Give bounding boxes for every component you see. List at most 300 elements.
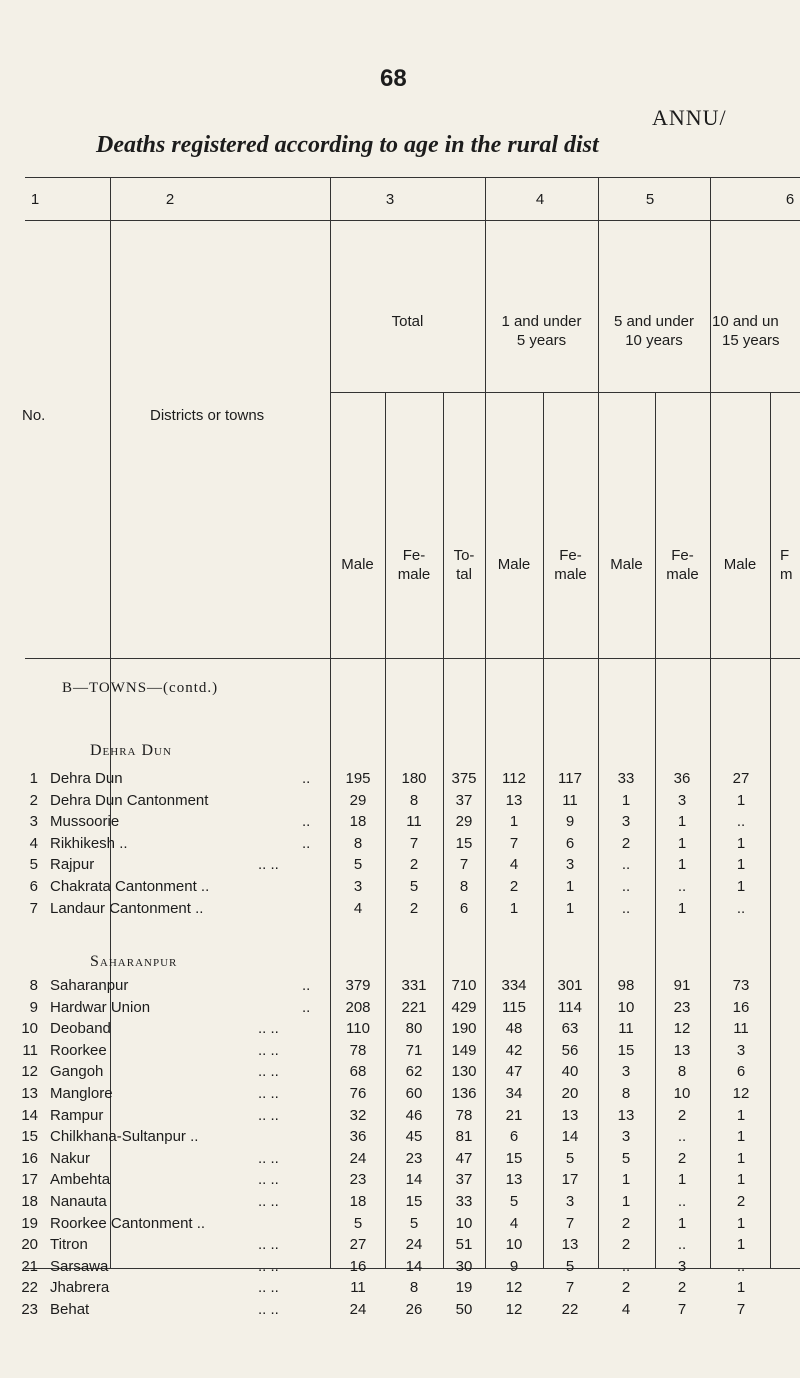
cell-m: 24 — [349, 1149, 367, 1167]
cell-g3m: 1 — [736, 834, 746, 852]
row-number: 11 — [22, 1041, 38, 1059]
cell-m: 24 — [349, 1301, 367, 1318]
cell-f: 2 — [409, 899, 419, 917]
cell-g2m: 5 — [621, 1149, 631, 1167]
cell-g2m: 2 — [621, 1236, 631, 1254]
cell-f: 60 — [405, 1085, 423, 1102]
table-row — [0, 977, 800, 998]
cell-g1m: 4 — [509, 856, 519, 874]
cell-g1m: 48 — [505, 1020, 523, 1038]
cell-g2m: 33 — [617, 770, 635, 787]
cell-g1m: 15 — [505, 1149, 523, 1167]
cell-g1m: 47 — [505, 1063, 523, 1081]
group-1-5-header-line1: 1 and under — [501, 313, 582, 330]
cell-g1m: 6 — [509, 1128, 519, 1146]
row-number: 22 — [21, 1279, 38, 1297]
cell-f: 5 — [409, 1214, 419, 1232]
cell-g1f: 14 — [561, 1128, 579, 1146]
cell-g3m: 16 — [732, 998, 750, 1016]
cell-g3m: 2 — [736, 1193, 746, 1210]
cell-m: 76 — [349, 1085, 367, 1102]
cell-g2m: 10 — [617, 998, 635, 1016]
group-5-10-header-line2: 10 years — [625, 332, 683, 349]
row-name: Hardwar Union — [50, 998, 151, 1016]
cell-m: 110 — [346, 1020, 370, 1038]
cell-g2m: 8 — [621, 1085, 631, 1102]
cell-t: 6 — [459, 899, 469, 917]
cell-g3m: 7 — [736, 1301, 746, 1318]
group-10-15-header-line2: 15 years — [722, 332, 780, 349]
table-top-rule — [25, 177, 800, 178]
cell-g1f: 1 — [565, 878, 575, 895]
cell-g2f: 13 — [673, 1041, 691, 1059]
cell-g3m: 1 — [736, 856, 746, 874]
cell-g1f: 3 — [565, 856, 575, 874]
cell-g2f: 3 — [677, 791, 687, 809]
row-number: 2 — [29, 791, 38, 809]
row-name: Nanauta — [50, 1193, 107, 1210]
cell-f: 8 — [409, 791, 419, 809]
row-name: Saharanpur — [50, 977, 129, 994]
row-name: Roorkee — [50, 1041, 107, 1059]
row-leader-dots: .. .. — [258, 1020, 279, 1038]
cell-g1m: 7 — [509, 834, 519, 852]
cell-t: 33 — [455, 1193, 473, 1210]
cell-t: 149 — [451, 1041, 477, 1059]
table-row — [0, 1171, 800, 1192]
table-row — [0, 1258, 800, 1279]
row-name: Sarsawa — [50, 1257, 109, 1275]
cell-g2f: 23 — [673, 998, 691, 1016]
cell-m: 3 — [353, 878, 363, 895]
cell-g2f: 2 — [677, 1106, 687, 1124]
row-leader-dots: .. .. — [258, 1301, 279, 1318]
row-name: Landaur Cantonment .. — [50, 899, 204, 917]
cell-g1f: 20 — [561, 1085, 579, 1102]
cell-g3m: 11 — [733, 1020, 749, 1038]
cell-t: 29 — [455, 813, 473, 831]
cell-f: 14 — [405, 1171, 423, 1189]
row-leader-dots: .. .. — [258, 856, 279, 874]
cell-t: 7 — [459, 856, 469, 874]
cell-g2m: 1 — [621, 1193, 631, 1210]
cell-m: 36 — [349, 1128, 367, 1146]
row-leader-dots: .. .. — [258, 1149, 279, 1167]
cell-t: 19 — [455, 1279, 473, 1297]
row-name: Titron — [50, 1236, 88, 1254]
cell-g3m: 1 — [736, 878, 746, 895]
cell-f: 2 — [409, 856, 419, 874]
cell-f: 5 — [409, 878, 419, 895]
row-name: Ambehta — [50, 1171, 111, 1189]
cell-g1f: 6 — [565, 834, 575, 852]
row-name: Dehra Dun — [50, 770, 123, 787]
cell-m: 23 — [349, 1171, 367, 1189]
cell-g2m: 2 — [621, 834, 631, 852]
cell-g2f: 7 — [677, 1301, 687, 1318]
cell-f: 46 — [405, 1106, 423, 1124]
row-name: Rikhikesh .. — [50, 834, 128, 852]
cell-g3m: 12 — [732, 1085, 750, 1102]
row-leader-dots: .. .. — [258, 1236, 279, 1254]
row-number: 7 — [29, 899, 38, 917]
cell-g3m: 6 — [736, 1063, 746, 1081]
cell-g2m: 3 — [621, 1128, 631, 1146]
total-total-header-2: tal — [456, 566, 472, 583]
cell-f: 8 — [409, 1279, 419, 1297]
cell-g3m: 27 — [732, 770, 750, 787]
g2-male-header: Male — [610, 556, 643, 573]
running-head: ANNU/ — [652, 105, 727, 130]
cell-g2f: 1 — [677, 813, 687, 831]
cell-g2m: .. — [621, 878, 631, 895]
cell-g1m: 9 — [509, 1257, 519, 1275]
group-10-15-header-line1: 10 and un — [712, 313, 779, 330]
cell-f: 71 — [405, 1041, 423, 1059]
district-heading-saharanpur: Saharanpur — [90, 953, 178, 970]
g1-male-header: Male — [497, 556, 531, 573]
cell-g1f: 11 — [562, 791, 578, 809]
col-number-1: 1 — [30, 191, 40, 208]
cell-t: 37 — [455, 791, 473, 809]
cell-g1m: 12 — [505, 1301, 523, 1318]
g2-female-header-1: Fe- — [671, 547, 694, 564]
cell-g2f: 2 — [677, 1149, 687, 1167]
cell-g3m: .. — [736, 899, 746, 917]
row-number: 3 — [29, 813, 38, 831]
cell-g3m: 1 — [736, 1214, 746, 1232]
cell-g1f: 5 — [565, 1257, 575, 1275]
cell-g1m: 112 — [502, 770, 526, 787]
col-number-rule — [25, 220, 800, 221]
row-name: Chilkhana-Sultanpur .. — [50, 1128, 199, 1146]
cell-f: 45 — [405, 1128, 423, 1146]
cell-g2f: 36 — [673, 770, 691, 787]
table-row — [0, 813, 800, 834]
row-number: 8 — [29, 977, 38, 994]
cell-f: 23 — [405, 1149, 423, 1167]
table-row — [0, 1128, 800, 1149]
row-name: Manglore — [50, 1085, 113, 1102]
cell-m: 379 — [345, 977, 371, 994]
cell-g2m: 11 — [618, 1020, 634, 1038]
cell-g2f: 1 — [677, 1171, 687, 1189]
cell-g3m: 1 — [736, 791, 746, 809]
table-row — [0, 792, 800, 813]
cell-t: 37 — [455, 1171, 473, 1189]
row-leader-dots: .. .. — [258, 1041, 279, 1059]
cell-m: 195 — [345, 770, 371, 787]
cell-t: 47 — [455, 1149, 473, 1167]
table-row — [0, 1020, 800, 1041]
row-number: 12 — [21, 1063, 38, 1081]
cell-g1f: 56 — [561, 1041, 579, 1059]
cell-g2m: 4 — [621, 1301, 631, 1318]
table-row — [0, 856, 800, 877]
cell-g1f: 114 — [558, 998, 582, 1016]
group-5-10-header-line1: 5 and under — [613, 313, 695, 330]
cell-g2m: .. — [621, 1257, 631, 1275]
cell-t: 8 — [459, 878, 469, 895]
cell-t: 51 — [455, 1236, 473, 1254]
districts-header: Districts or towns — [150, 407, 265, 424]
total-female-header-2: male — [397, 566, 431, 583]
cell-g1m: 42 — [505, 1041, 523, 1059]
cell-f: 7 — [409, 834, 419, 852]
row-number: 20 — [21, 1236, 38, 1254]
table-row — [0, 1085, 800, 1106]
row-leader-dots: .. — [302, 813, 311, 831]
cell-t: 15 — [455, 834, 473, 852]
cell-g2m: .. — [621, 899, 631, 917]
col-number-3: 3 — [385, 191, 395, 208]
cell-g3m: 1 — [736, 1106, 746, 1124]
cell-g3m: 1 — [736, 1279, 746, 1297]
cell-t: 429 — [451, 998, 477, 1016]
row-leader-dots: .. — [302, 977, 311, 994]
cell-f: 15 — [405, 1193, 423, 1210]
cell-g1m: 21 — [505, 1106, 523, 1124]
cell-g1f: 301 — [557, 977, 583, 994]
cell-g2f: 1 — [677, 1214, 687, 1232]
cell-g1f: 22 — [561, 1301, 579, 1318]
cell-g1m: 4 — [509, 1214, 519, 1232]
cell-g1m: 334 — [501, 977, 527, 994]
cell-m: 78 — [349, 1041, 367, 1059]
table-row — [0, 1215, 800, 1236]
cell-g1m: 10 — [505, 1236, 523, 1254]
section-label: B—TOWNS—(contd.) — [62, 680, 219, 696]
row-name: Chakrata Cantonment .. — [50, 878, 210, 895]
row-number: 13 — [21, 1085, 38, 1102]
row-name: Rajpur — [50, 856, 95, 874]
cell-g2m: 13 — [617, 1106, 635, 1124]
row-number: 17 — [21, 1171, 38, 1189]
cell-g2m: 98 — [617, 977, 635, 994]
cell-m: 29 — [349, 791, 367, 809]
cell-g1m: 12 — [505, 1279, 523, 1297]
row-number: 16 — [21, 1149, 38, 1167]
cell-m: 208 — [345, 998, 371, 1016]
table-row — [0, 770, 800, 791]
cell-f: 221 — [401, 998, 427, 1016]
cell-g2f: 1 — [677, 899, 687, 917]
cell-g1f: 7 — [565, 1279, 575, 1297]
cell-g1f: 3 — [565, 1193, 575, 1210]
cell-g2f: 8 — [677, 1063, 687, 1081]
cell-g1f: 13 — [561, 1106, 579, 1124]
page-title: Deaths registered according to age in the rural dist — [96, 132, 599, 158]
g3-female-header-2: m — [780, 566, 793, 583]
row-name: Gangoh — [50, 1063, 104, 1081]
group-total-header: Total — [391, 313, 424, 330]
cell-g1f: 9 — [565, 813, 575, 831]
cell-f: 80 — [405, 1020, 423, 1038]
row-number: 9 — [29, 998, 38, 1016]
cell-g2f: 91 — [673, 977, 691, 994]
cell-g2f: .. — [677, 1236, 687, 1254]
row-leader-dots: .. .. — [258, 1257, 279, 1275]
row-leader-dots: .. .. — [258, 1106, 279, 1124]
table-row — [0, 1236, 800, 1257]
row-name: Dehra Dun Cantonment — [50, 791, 209, 809]
table-row — [0, 1042, 800, 1063]
row-leader-dots: .. — [302, 770, 311, 787]
cell-m: 18 — [349, 1193, 367, 1210]
cell-g2m: 3 — [621, 813, 631, 831]
row-leader-dots: .. .. — [258, 1063, 279, 1081]
no-header: No. — [22, 407, 46, 424]
row-name: Roorkee Cantonment .. — [50, 1214, 206, 1232]
cell-g3m: 1 — [736, 1149, 746, 1167]
cell-g1m: 2 — [509, 878, 519, 895]
cell-g3m: 1 — [736, 1171, 746, 1189]
g3-male-header: Male — [723, 556, 757, 573]
cell-g1m: 13 — [505, 791, 523, 809]
cell-t: 375 — [451, 770, 477, 787]
row-number: 23 — [21, 1301, 38, 1318]
cell-g2f: 2 — [677, 1279, 687, 1297]
district-heading-dehra-dun: Dehra Dun — [90, 742, 172, 759]
cell-g1f: 5 — [565, 1149, 575, 1167]
cell-g2f: 1 — [677, 856, 687, 874]
cell-t: 10 — [455, 1214, 473, 1232]
col-number-2: 2 — [165, 191, 175, 208]
col-number-6: 6 — [785, 191, 795, 208]
row-name: Rampur — [50, 1106, 104, 1124]
cell-m: 32 — [349, 1106, 367, 1124]
cell-g1f: 63 — [561, 1020, 579, 1038]
cell-m: 18 — [349, 813, 367, 831]
cell-g2f: .. — [677, 1193, 687, 1210]
cell-g2f: 3 — [677, 1257, 687, 1275]
row-leader-dots: .. — [302, 834, 311, 852]
cell-f: 62 — [405, 1063, 423, 1081]
table-row — [0, 878, 800, 899]
cell-f: 24 — [405, 1236, 423, 1254]
row-number: 6 — [29, 878, 38, 895]
cell-m: 68 — [349, 1063, 367, 1081]
table-row — [0, 1107, 800, 1128]
page-number: 68 — [380, 65, 407, 92]
row-number: 14 — [21, 1106, 38, 1124]
col-number-5: 5 — [645, 191, 655, 208]
row-name: Deoband — [50, 1020, 111, 1038]
total-male-header: Male — [341, 556, 374, 573]
cell-g2f: .. — [677, 1128, 687, 1146]
cell-f: 331 — [401, 977, 427, 994]
cell-g1m: 5 — [509, 1193, 519, 1210]
row-number: 1 — [29, 770, 38, 787]
cell-g1f: 1 — [565, 899, 575, 917]
cell-g1m: 34 — [505, 1085, 523, 1102]
g1-female-header-2: male — [554, 566, 587, 583]
group-1-5-header-line2: 5 years — [516, 332, 567, 349]
cell-g1f: 117 — [558, 770, 582, 787]
row-number: 5 — [29, 856, 38, 874]
row-number: 10 — [21, 1020, 38, 1038]
table-row — [0, 1301, 800, 1322]
group-header-rule — [330, 392, 800, 393]
cell-g3m: 1 — [736, 1128, 746, 1146]
cell-f: 180 — [401, 770, 427, 787]
cell-g3m: .. — [736, 1257, 746, 1275]
cell-g1f: 13 — [561, 1236, 579, 1254]
cell-g3m: .. — [736, 813, 746, 831]
row-number: 15 — [21, 1128, 38, 1146]
cell-g2m: 1 — [621, 791, 631, 809]
cell-m: 4 — [353, 899, 363, 917]
row-name: Jhabrera — [50, 1279, 110, 1297]
table-row — [0, 1193, 800, 1214]
cell-g2m: .. — [621, 856, 631, 874]
cell-g2f: 1 — [677, 834, 687, 852]
cell-t: 50 — [455, 1301, 473, 1318]
cell-m: 11 — [350, 1279, 366, 1297]
cell-t: 81 — [455, 1128, 473, 1146]
row-number: 4 — [29, 834, 38, 852]
cell-m: 5 — [353, 1214, 363, 1232]
cell-g3m: 1 — [736, 1236, 746, 1254]
cell-g2f: 12 — [673, 1020, 691, 1038]
cell-f: 26 — [405, 1301, 423, 1318]
cell-f: 11 — [406, 813, 422, 831]
g1-female-header-1: Fe- — [559, 547, 582, 564]
table-row — [0, 1279, 800, 1300]
table-row — [0, 1063, 800, 1084]
table-row — [0, 999, 800, 1020]
cell-g2m: 1 — [621, 1171, 631, 1189]
table-row — [0, 835, 800, 856]
cell-g1f: 40 — [561, 1063, 579, 1081]
cell-t: 710 — [451, 977, 477, 994]
cell-g1f: 7 — [565, 1214, 575, 1232]
table-row — [0, 900, 800, 921]
cell-t: 30 — [455, 1257, 473, 1275]
row-number: 19 — [21, 1214, 38, 1232]
row-leader-dots: .. .. — [258, 1085, 279, 1102]
cell-g1m: 1 — [509, 899, 519, 917]
total-female-header-1: Fe- — [402, 547, 426, 564]
cell-g2m: 2 — [621, 1279, 631, 1297]
row-name: Behat — [50, 1301, 90, 1318]
cell-f: 14 — [405, 1257, 423, 1275]
row-name: Mussoorie — [50, 813, 120, 831]
cell-g2f: .. — [677, 878, 687, 895]
cell-g3m: 73 — [732, 977, 750, 994]
cell-g1m: 1 — [509, 813, 519, 831]
cell-t: 130 — [451, 1063, 477, 1081]
total-total-header-1: To- — [453, 547, 475, 564]
cell-m: 8 — [353, 834, 363, 852]
header-bottom-rule — [25, 658, 800, 659]
cell-g2m: 3 — [621, 1063, 631, 1081]
row-leader-dots: .. .. — [258, 1193, 279, 1210]
g3-female-header-1: F — [780, 547, 790, 564]
col-number-4: 4 — [535, 191, 545, 208]
cell-m: 27 — [349, 1236, 367, 1254]
row-number: 18 — [21, 1193, 38, 1210]
cell-g3m: 3 — [736, 1041, 746, 1059]
cell-g2m: 2 — [621, 1214, 631, 1232]
cell-t: 190 — [451, 1020, 477, 1038]
cell-g2m: 15 — [617, 1041, 635, 1059]
cell-m: 16 — [349, 1257, 367, 1275]
cell-g1f: 17 — [561, 1171, 579, 1189]
row-number: 21 — [21, 1257, 38, 1275]
cell-g1m: 115 — [502, 998, 526, 1016]
cell-t: 136 — [451, 1085, 477, 1102]
